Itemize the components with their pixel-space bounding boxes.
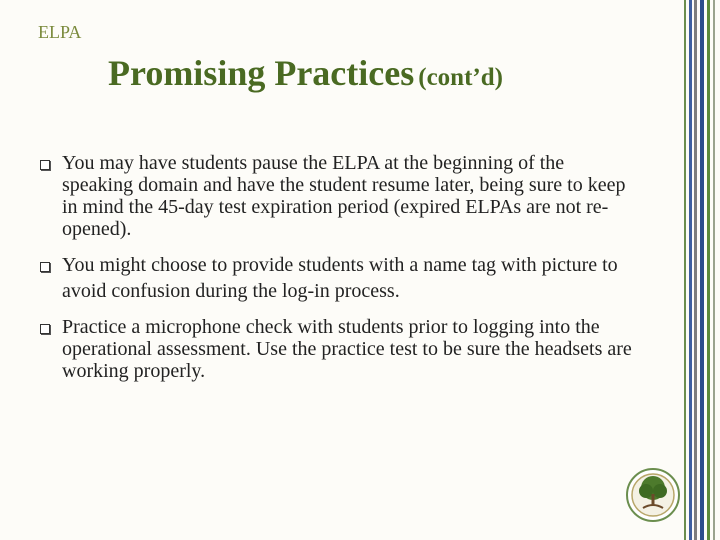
slide-title [108,52,503,94]
list-item [40,152,640,240]
bullet-text: You might choose to provide students with a name tag with picture to avoid confusion during the log-in process. [62,254,618,302]
checkbox-square-icon [40,262,50,272]
title-suffix: (cont’d) [418,64,503,91]
stripe [713,0,715,540]
bullet-text: You may have students pause the ELPA at the beginning of the speaking domain and have the student resume later, being sure to keep in mind the 45-day test expiration period (expired ELPAs are not re-opened). [62,152,626,240]
list-item [40,316,640,382]
checkbox-square-icon [40,160,50,170]
stripe [684,0,686,540]
list-item [40,252,640,304]
stripe [700,0,704,540]
section-tag: ELPA [38,22,82,42]
title-main: Promising Practices [108,53,415,93]
stripe [707,0,710,540]
decorative-border-stripes [680,0,720,540]
stripe [689,0,692,540]
tree-seal-icon [626,468,680,522]
stripe [694,0,697,540]
bullet-text: Practice a microphone check with students prior to logging into the operational assessment. Use the practice test to be sure the headsets are working properly. [62,316,632,382]
checkbox-square-icon [40,324,50,334]
bullet-list [40,152,640,382]
